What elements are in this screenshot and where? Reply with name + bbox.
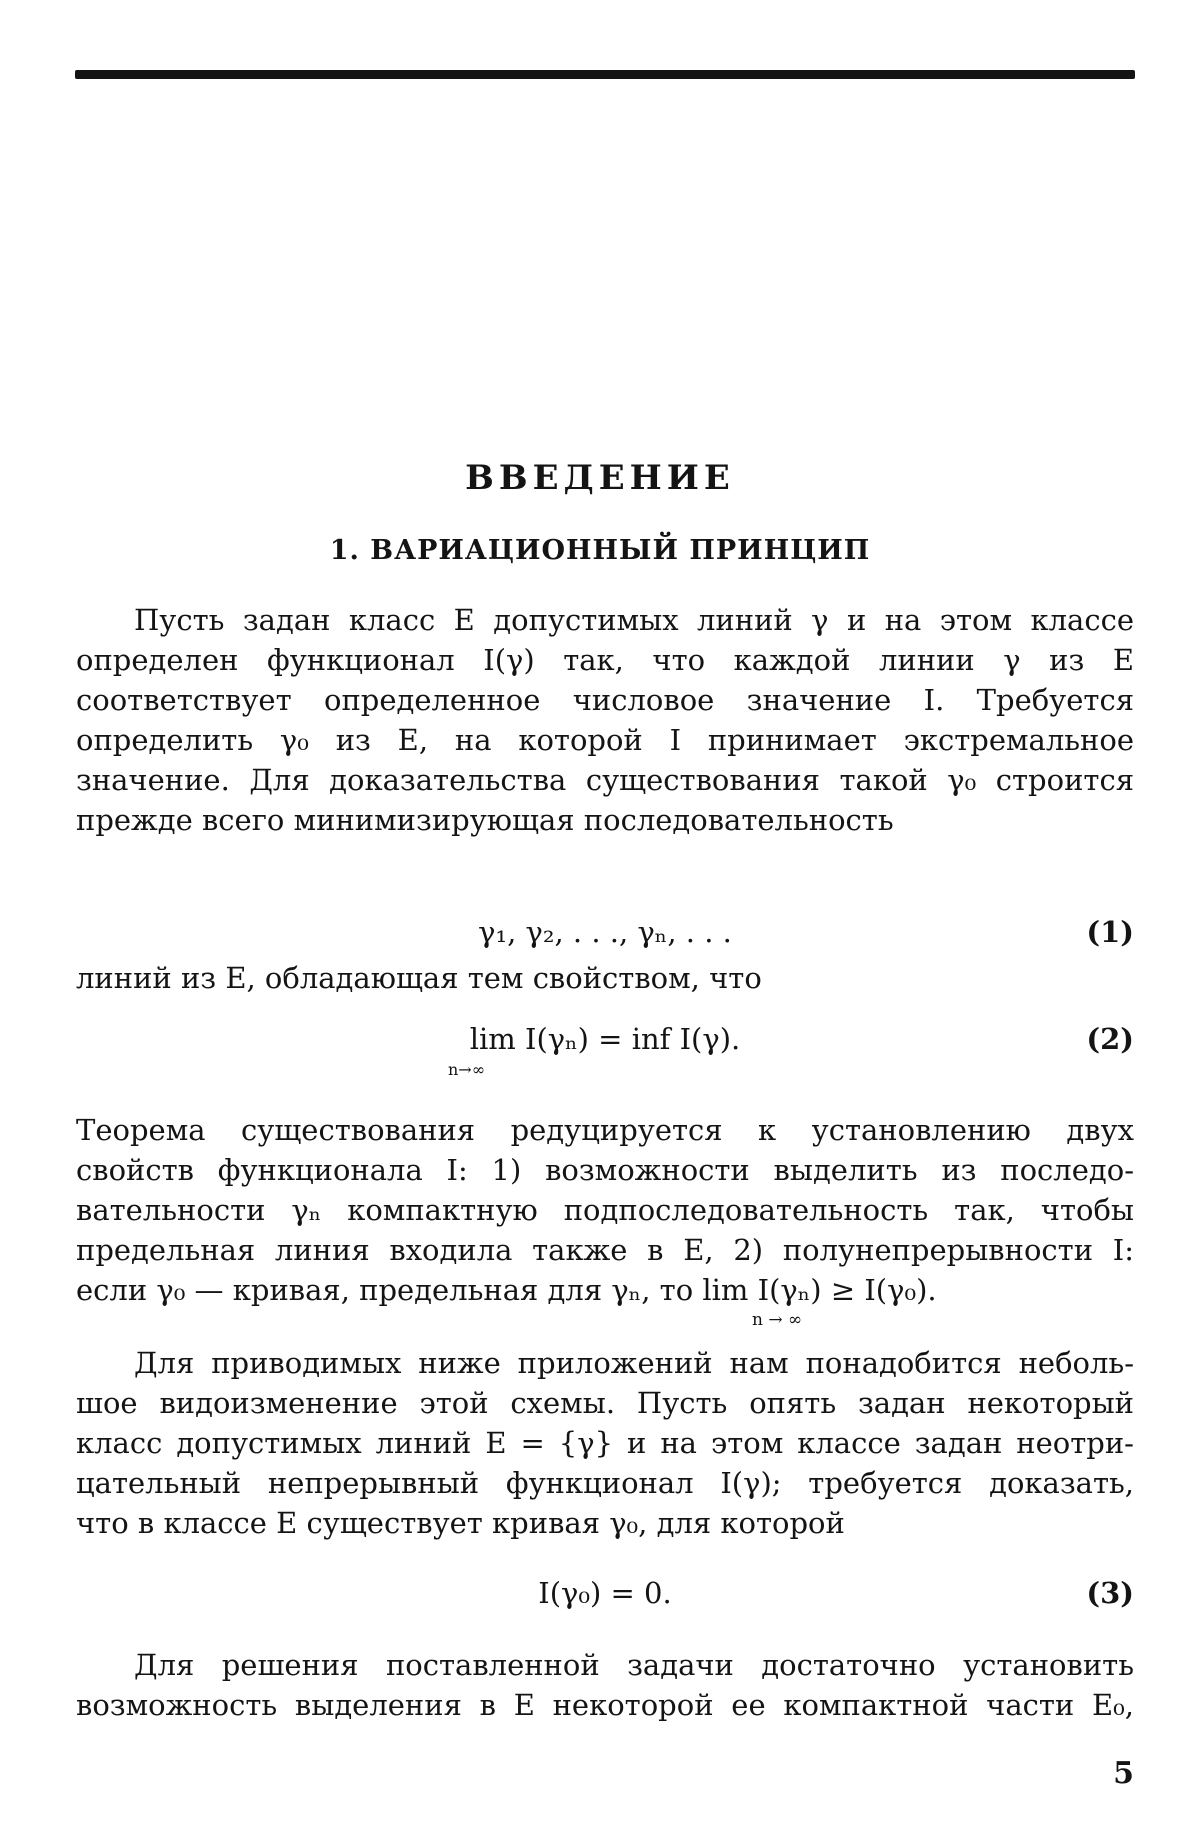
equation-3-expression: I(γ₀) = 0.	[538, 1576, 672, 1610]
text-line: соответствует определенное числовое значение I. Требуется	[76, 683, 1134, 717]
equation-2-limit-subscript: n→∞	[448, 1060, 486, 1079]
text-line: свойств функционала I: 1) возможности выделить из последо-	[76, 1153, 1134, 1187]
paragraph-1	[76, 600, 1134, 840]
chapter-heading: ВВЕДЕНИЕ	[465, 458, 735, 498]
page-number: 5	[1113, 1756, 1134, 1791]
text-line: Теорема существования редуцируется к установлению двух	[76, 1113, 1134, 1147]
paragraph-4	[76, 1343, 1134, 1543]
equation-1-expression: γ₁, γ₂, . . ., γₙ, . . .	[478, 915, 732, 949]
equation-2	[76, 1022, 1134, 1079]
text-line: предельная линия входила также в E, 2) полунепрерывности I:	[76, 1233, 1134, 1267]
equation-3-number: (3)	[1086, 1576, 1134, 1610]
equation-1-number: (1)	[1086, 915, 1134, 949]
text-line: Для решения поставленной задачи достаточно установить	[134, 1648, 1134, 1682]
equation-2-expression: lim I(γₙ) = inf I(γ).	[469, 1022, 741, 1056]
text-line: значение. Для доказательства существования такой γ₀ строится	[76, 763, 1134, 797]
paragraph-2	[76, 958, 1134, 998]
text-line: возможность выделения в E некоторой ее компактной части E₀,	[76, 1688, 1134, 1722]
text-line: определить γ₀ из E, на которой I принимает экстремальное	[76, 723, 1134, 757]
text-line: что в классе E существует кривая γ₀, для которой	[76, 1506, 845, 1540]
text-line: определен функционал I(γ) так, что каждой линии γ из E	[76, 643, 1134, 677]
text-line: цательный непрерывный функционал I(γ); требуется доказать,	[76, 1466, 1134, 1500]
text-line: линий из E, обладающая тем свойством, что	[76, 961, 762, 995]
text-line: если γ₀ — кривая, предельная для γₙ, то lim I(γₙ) ≥ I(γ₀).	[76, 1273, 937, 1307]
equation-2-number: (2)	[1086, 1022, 1134, 1056]
top-rule	[75, 70, 1135, 79]
equation-3	[76, 1576, 1134, 1626]
paragraph-5	[76, 1645, 1134, 1725]
text-line: вательности γₙ компактную подпоследовательность так, чтобы	[76, 1193, 1134, 1227]
text-line: Для приводимых ниже приложений нам понадобится неболь-	[134, 1346, 1134, 1380]
text-line: прежде всего минимизирующая последовательность	[76, 803, 894, 837]
text-line: шое видоизменение этой схемы. Пусть опять задан некоторый	[76, 1386, 1134, 1420]
paragraph-3-limit-subscript: n → ∞	[752, 1310, 803, 1330]
section-title: 1. ВАРИАЦИОННЫЙ ПРИНЦИП	[329, 535, 871, 566]
text-line: класс допустимых линий E = {γ} и на этом классе задан неотри-	[76, 1426, 1134, 1460]
paragraph-3	[76, 1110, 1134, 1310]
text-line: Пусть задан класс E допустимых линий γ и на этом классе	[134, 603, 1134, 637]
